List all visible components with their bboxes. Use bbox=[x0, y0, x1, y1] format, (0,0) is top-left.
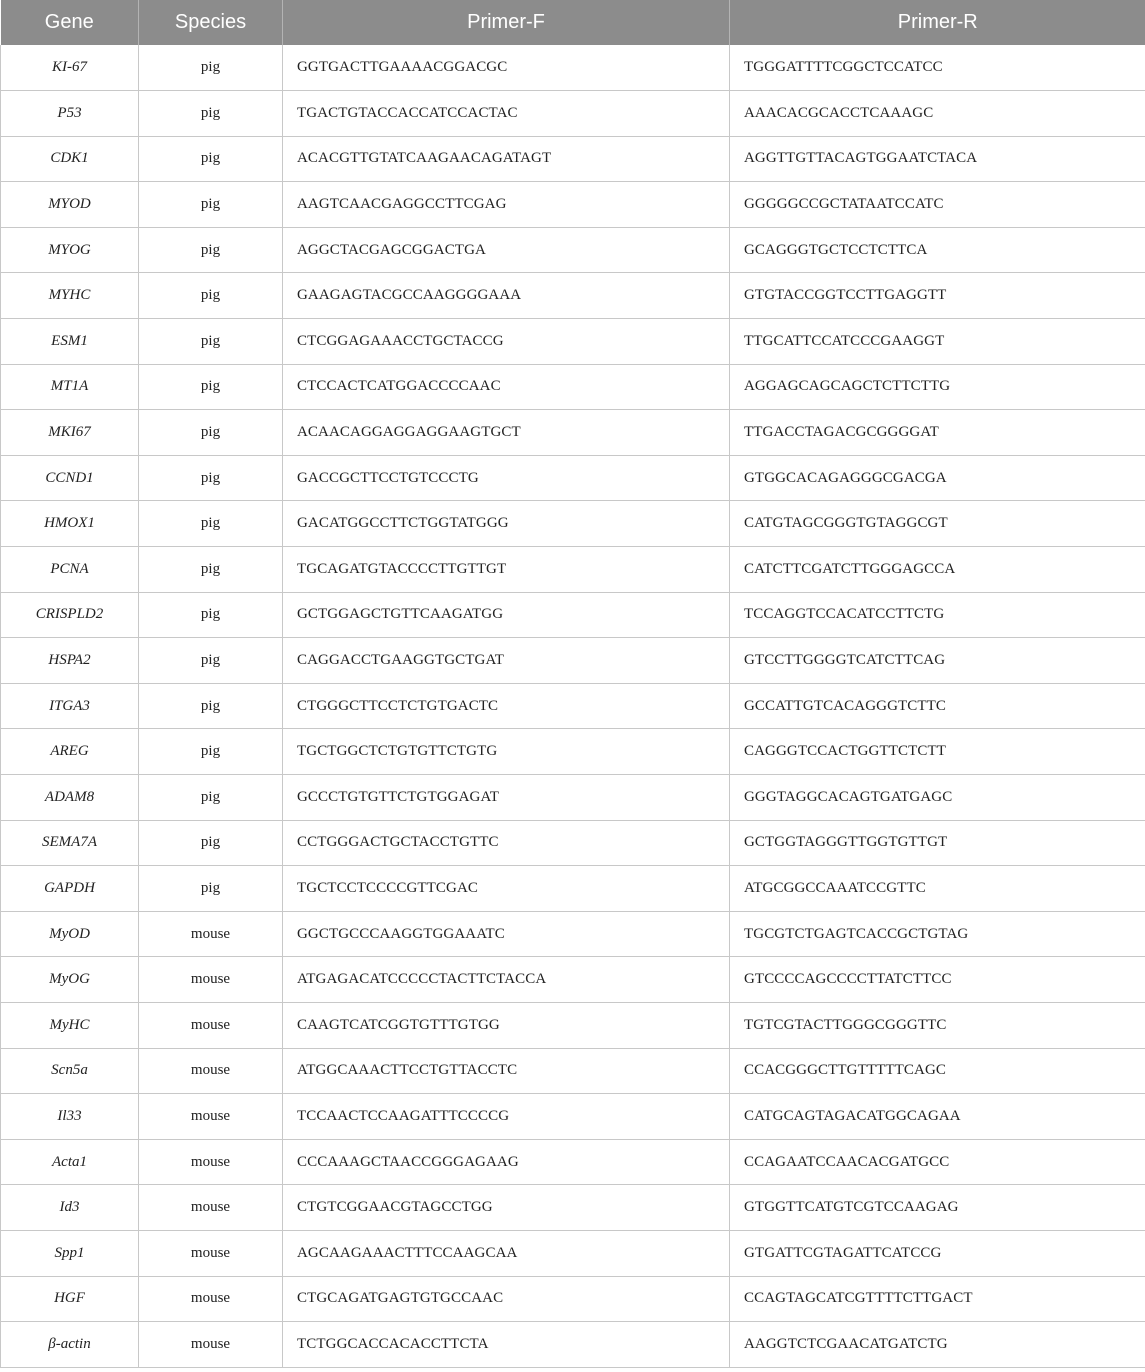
species-cell: pig bbox=[139, 319, 283, 365]
table-row bbox=[1, 319, 1145, 365]
species-cell: pig bbox=[139, 775, 283, 821]
species-cell: pig bbox=[139, 273, 283, 319]
primer-f-cell: TCTGGCACCACACCTTCTA bbox=[283, 1322, 730, 1368]
table-row bbox=[1, 1230, 1145, 1276]
table-row bbox=[1, 957, 1145, 1003]
table-row bbox=[1, 1094, 1145, 1140]
primer-r-cell: TGCGTCTGAGTCACCGCTGTAG bbox=[730, 911, 1145, 957]
primer-r-cell: AAACACGCACCTCAAAGC bbox=[730, 91, 1145, 137]
table-row bbox=[1, 227, 1145, 273]
primer-f-cell: AGCAAGAAACTTTCCAAGCAA bbox=[283, 1230, 730, 1276]
primer-r-cell: CCAGTAGCATCGTTTTCTTGACT bbox=[730, 1276, 1145, 1322]
species-cell: pig bbox=[139, 91, 283, 137]
table-row bbox=[1, 1276, 1145, 1322]
table-row bbox=[1, 866, 1145, 912]
table-row bbox=[1, 410, 1145, 456]
gene-cell: ESM1 bbox=[1, 319, 139, 365]
primer-f-cell: ACACGTTGTATCAAGAACAGATAGT bbox=[283, 136, 730, 182]
gene-cell: PCNA bbox=[1, 547, 139, 593]
table-row bbox=[1, 911, 1145, 957]
primer-r-cell: CAGGGTCCACTGGTTCTCTT bbox=[730, 729, 1145, 775]
gene-cell: AREG bbox=[1, 729, 139, 775]
gene-cell: Scn5a bbox=[1, 1048, 139, 1094]
primer-r-cell: AGGAGCAGCAGCTCTTCTTG bbox=[730, 364, 1145, 410]
gene-cell: ADAM8 bbox=[1, 775, 139, 821]
primer-f-cell: GAAGAGTACGCCAAGGGGAAA bbox=[283, 273, 730, 319]
gene-cell: MYHC bbox=[1, 273, 139, 319]
table-row bbox=[1, 775, 1145, 821]
species-cell: pig bbox=[139, 866, 283, 912]
primer-r-cell: CATGTAGCGGGTGTAGGCGT bbox=[730, 501, 1145, 547]
table-row bbox=[1, 820, 1145, 866]
primer-r-cell: TCCAGGTCCACATCCTTCTG bbox=[730, 592, 1145, 638]
gene-cell: HMOX1 bbox=[1, 501, 139, 547]
gene-cell: β-actin bbox=[1, 1322, 139, 1368]
species-cell: mouse bbox=[139, 1094, 283, 1140]
primer-f-cell: CTGTCGGAACGTAGCCTGG bbox=[283, 1185, 730, 1231]
table-row bbox=[1, 182, 1145, 228]
gene-cell: CDK1 bbox=[1, 136, 139, 182]
table-row bbox=[1, 1048, 1145, 1094]
gene-cell: MYOD bbox=[1, 182, 139, 228]
primer-f-cell: GACATGGCCTTCTGGTATGGG bbox=[283, 501, 730, 547]
primer-r-cell: TTGACCTAGACGCGGGGAT bbox=[730, 410, 1145, 456]
primer-r-cell: GTCCTTGGGGTCATCTTCAG bbox=[730, 638, 1145, 684]
primer-f-cell: CTCGGAGAAACCTGCTACCG bbox=[283, 319, 730, 365]
primer-r-cell: AGGTTGTTACAGTGGAATCTACA bbox=[730, 136, 1145, 182]
table-row bbox=[1, 136, 1145, 182]
table-row bbox=[1, 1139, 1145, 1185]
species-cell: pig bbox=[139, 136, 283, 182]
primer-r-cell: GCTGGTAGGGTTGGTGTTGT bbox=[730, 820, 1145, 866]
primer-r-cell: CATGCAGTAGACATGGCAGAA bbox=[730, 1094, 1145, 1140]
species-cell: pig bbox=[139, 638, 283, 684]
species-cell: pig bbox=[139, 455, 283, 501]
primer-f-cell: CCCAAAGCTAACCGGGAGAAG bbox=[283, 1139, 730, 1185]
gene-cell: ITGA3 bbox=[1, 683, 139, 729]
gene-cell: Id3 bbox=[1, 1185, 139, 1231]
species-cell: mouse bbox=[139, 957, 283, 1003]
header-gene: Gene bbox=[1, 0, 139, 45]
primer-r-cell: GTGTACCGGTCCTTGAGGTT bbox=[730, 273, 1145, 319]
primer-f-cell: GGCTGCCCAAGGTGGAAATC bbox=[283, 911, 730, 957]
species-cell: mouse bbox=[139, 1139, 283, 1185]
primer-f-cell: CTGGGCTTCCTCTGTGACTC bbox=[283, 683, 730, 729]
species-cell: pig bbox=[139, 820, 283, 866]
primer-f-cell: CAAGTCATCGGTGTTTGTGG bbox=[283, 1002, 730, 1048]
table-row bbox=[1, 91, 1145, 137]
primer-r-cell: TGTCGTACTTGGGCGGGTTC bbox=[730, 1002, 1145, 1048]
table-header bbox=[1, 0, 1145, 45]
primer-f-cell: CTGCAGATGAGTGTGCCAAC bbox=[283, 1276, 730, 1322]
primer-f-cell: TGACTGTACCACCATCCACTAC bbox=[283, 91, 730, 137]
species-cell: pig bbox=[139, 729, 283, 775]
primer-f-cell: GGTGACTTGAAAACGGACGC bbox=[283, 45, 730, 91]
primer-r-cell: GTGGCACAGAGGGCGACGA bbox=[730, 455, 1145, 501]
primer-r-cell: GGGTAGGCACAGTGATGAGC bbox=[730, 775, 1145, 821]
primer-f-cell: GCTGGAGCTGTTCAAGATGG bbox=[283, 592, 730, 638]
primer-f-cell: ATGGCAAACTTCCTGTTACCTC bbox=[283, 1048, 730, 1094]
species-cell: pig bbox=[139, 364, 283, 410]
primer-r-cell: GCCATTGTCACAGGGTCTTC bbox=[730, 683, 1145, 729]
species-cell: mouse bbox=[139, 1276, 283, 1322]
table-row bbox=[1, 683, 1145, 729]
species-cell: pig bbox=[139, 410, 283, 456]
gene-cell: SEMA7A bbox=[1, 820, 139, 866]
header-primer-r: Primer-R bbox=[730, 0, 1145, 45]
gene-cell: MyHC bbox=[1, 1002, 139, 1048]
gene-cell: GAPDH bbox=[1, 866, 139, 912]
table-row bbox=[1, 729, 1145, 775]
species-cell: pig bbox=[139, 547, 283, 593]
primer-f-cell: CTCCACTCATGGACCCCAAC bbox=[283, 364, 730, 410]
species-cell: mouse bbox=[139, 911, 283, 957]
gene-cell: Il33 bbox=[1, 1094, 139, 1140]
primer-f-cell: ACAACAGGAGGAGGAAGTGCT bbox=[283, 410, 730, 456]
primer-r-cell: CCAGAATCCAACACGATGCC bbox=[730, 1139, 1145, 1185]
gene-cell: HGF bbox=[1, 1276, 139, 1322]
species-cell: pig bbox=[139, 182, 283, 228]
gene-cell: P53 bbox=[1, 91, 139, 137]
species-cell: pig bbox=[139, 683, 283, 729]
table-row bbox=[1, 45, 1145, 91]
table-row bbox=[1, 547, 1145, 593]
primer-f-cell: AGGCTACGAGCGGACTGA bbox=[283, 227, 730, 273]
primer-r-cell: TTGCATTCCATCCCGAAGGT bbox=[730, 319, 1145, 365]
primer-f-cell: GCCCTGTGTTCTGTGGAGAT bbox=[283, 775, 730, 821]
primer-f-cell: ATGAGACATCCCCCTACTTCTACCA bbox=[283, 957, 730, 1003]
primer-r-cell: GTGGTTCATGTCGTCCAAGAG bbox=[730, 1185, 1145, 1231]
header-row bbox=[1, 0, 1145, 45]
primer-r-cell: ATGCGGCCAAATCCGTTC bbox=[730, 866, 1145, 912]
species-cell: mouse bbox=[139, 1048, 283, 1094]
header-species: Species bbox=[139, 0, 283, 45]
primer-r-cell: AAGGTCTCGAACATGATCTG bbox=[730, 1322, 1145, 1368]
table-row bbox=[1, 364, 1145, 410]
primer-r-cell: GTGATTCGTAGATTCATCCG bbox=[730, 1230, 1145, 1276]
primer-r-cell: GGGGGCCGCTATAATCCATC bbox=[730, 182, 1145, 228]
gene-cell: Acta1 bbox=[1, 1139, 139, 1185]
primer-f-cell: CAGGACCTGAAGGTGCTGAT bbox=[283, 638, 730, 684]
table-row bbox=[1, 1185, 1145, 1231]
primer-r-cell: TGGGATTTTCGGCTCCATCC bbox=[730, 45, 1145, 91]
primer-f-cell: TCCAACTCCAAGATTTCCCCG bbox=[283, 1094, 730, 1140]
primer-f-cell: GACCGCTTCCTGTCCCTG bbox=[283, 455, 730, 501]
gene-cell: KI-67 bbox=[1, 45, 139, 91]
primer-r-cell: GCAGGGTGCTCCTCTTCA bbox=[730, 227, 1145, 273]
species-cell: pig bbox=[139, 227, 283, 273]
table-row bbox=[1, 1002, 1145, 1048]
table-row bbox=[1, 1322, 1145, 1368]
table-row bbox=[1, 592, 1145, 638]
species-cell: mouse bbox=[139, 1002, 283, 1048]
primer-r-cell: GTCCCCAGCCCCTTATCTTCC bbox=[730, 957, 1145, 1003]
species-cell: mouse bbox=[139, 1322, 283, 1368]
gene-cell: MT1A bbox=[1, 364, 139, 410]
species-cell: mouse bbox=[139, 1230, 283, 1276]
gene-cell: MYOG bbox=[1, 227, 139, 273]
table-body bbox=[1, 45, 1145, 1367]
table-row bbox=[1, 638, 1145, 684]
species-cell: mouse bbox=[139, 1185, 283, 1231]
gene-cell: MyOD bbox=[1, 911, 139, 957]
primer-f-cell: TGCTGGCTCTGTGTTCTGTG bbox=[283, 729, 730, 775]
table-row bbox=[1, 455, 1145, 501]
primer-f-cell: AAGTCAACGAGGCCTTCGAG bbox=[283, 182, 730, 228]
gene-cell: CRISPLD2 bbox=[1, 592, 139, 638]
gene-cell: MyOG bbox=[1, 957, 139, 1003]
gene-cell: Spp1 bbox=[1, 1230, 139, 1276]
primer-r-cell: CATCTTCGATCTTGGGAGCCA bbox=[730, 547, 1145, 593]
gene-cell: HSPA2 bbox=[1, 638, 139, 684]
species-cell: pig bbox=[139, 592, 283, 638]
species-cell: pig bbox=[139, 501, 283, 547]
table-row bbox=[1, 273, 1145, 319]
species-cell: pig bbox=[139, 45, 283, 91]
primer-f-cell: TGCTCCTCCCCGTTCGAC bbox=[283, 866, 730, 912]
gene-cell: MKI67 bbox=[1, 410, 139, 456]
gene-cell: CCND1 bbox=[1, 455, 139, 501]
primer-f-cell: TGCAGATGTACCCCTTGTTGT bbox=[283, 547, 730, 593]
header-primer-f: Primer-F bbox=[283, 0, 730, 45]
table-row bbox=[1, 501, 1145, 547]
primer-r-cell: CCACGGGCTTGTTTTTCAGC bbox=[730, 1048, 1145, 1094]
primer-f-cell: CCTGGGACTGCTACCTGTTC bbox=[283, 820, 730, 866]
